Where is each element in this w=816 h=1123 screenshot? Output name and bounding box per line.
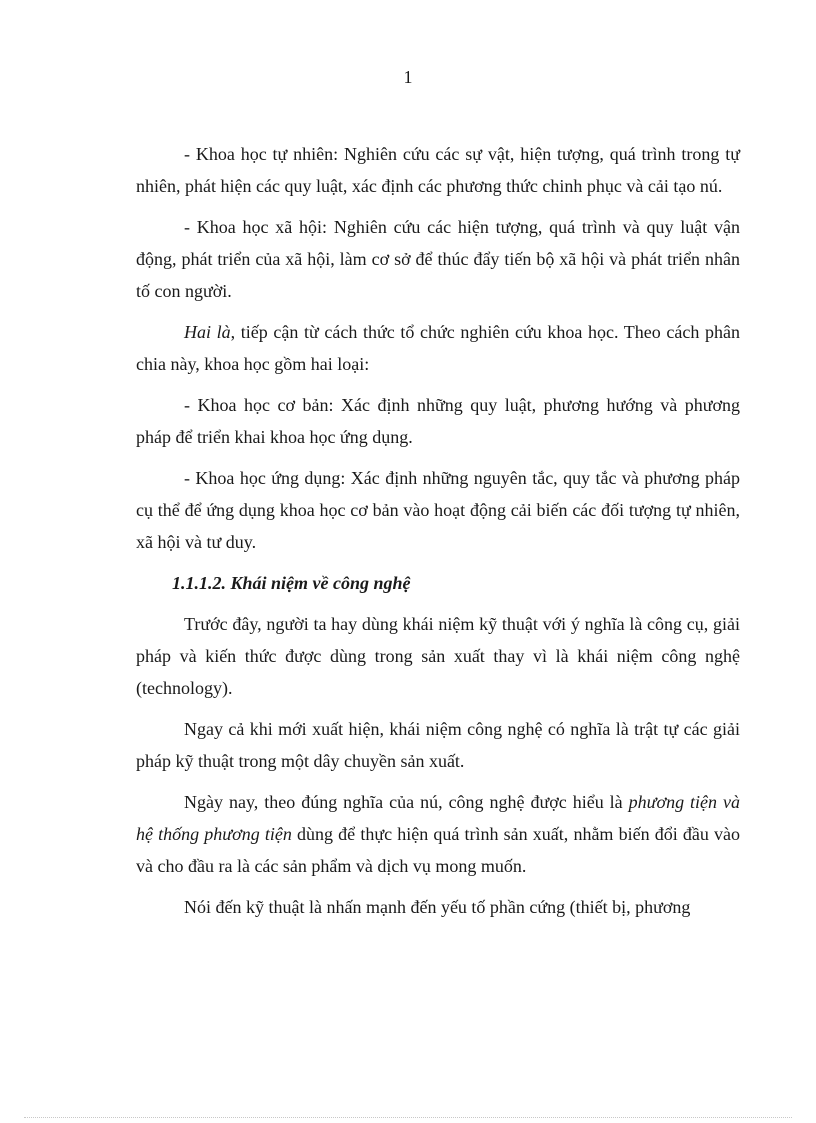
- paragraph-hardware: Nói đến kỹ thuật là nhấn mạnh đến yếu tố phần cứng (thiết bị, phương: [184, 897, 691, 917]
- document-body: [136, 138, 740, 932]
- page-bottom-divider: [24, 1117, 792, 1118]
- section-heading: 1.1.1.2. Khái niệm về công nghệ: [172, 573, 411, 593]
- paragraph-text: Ngày nay, theo đúng nghĩa của nú, công nghệ được hiểu là: [184, 792, 629, 812]
- paragraph-text: , tiếp cận từ cách thức tổ chức nghiên cứu khoa học. Theo cách phân chia này, khoa học gồm hai loại:: [136, 322, 740, 374]
- paragraph-technology-origin: Ngay cả khi mới xuất hiện, khái niệm công nghệ có nghĩa là trật tự các giải pháp kỹ thuật trong một dây chuyền sản xuất.: [136, 719, 740, 771]
- italic-term: phương tiện và hệ thống phương tiện: [136, 792, 741, 844]
- paragraph-technique-history: Trước đây, người ta hay dùng khái niệm kỹ thuật với ý nghĩa là công cụ, giải pháp và kiến thức được dùng trong sản xuất thay vì là khái niệm công nghệ (technology).: [136, 614, 740, 698]
- italic-lead: Hai là: [184, 322, 231, 342]
- paragraph-second-approach: [136, 316, 740, 380]
- paragraph-technology-today: [136, 786, 740, 882]
- page-number: 1: [403, 67, 413, 87]
- paragraph-basic-science: - Khoa học cơ bản: Xác định những quy luật, phương hướng và phương pháp để triển khai khoa học ứng dụng.: [136, 395, 740, 447]
- paragraph-social-sciences: - Khoa học xã hội: Nghiên cứu các hiện tượng, quá trình và quy luật vận động, phát triển của xã hội, làm cơ sở để thúc đẩy tiến bộ xã hội và phát triển nhân tố con người.: [136, 217, 740, 301]
- paragraph-natural-sciences: - Khoa học tự nhiên: Nghiên cứu các sự vật, hiện tượng, quá trình trong tự nhiên, phát hiện các quy luật, xác định các phương thức chinh phục và cải tạo nú.: [136, 144, 740, 196]
- paragraph-applied-science: - Khoa học ứng dụng: Xác định những nguyên tắc, quy tắc và phương pháp cụ thể để ứng dụng khoa học cơ bản vào hoạt động cải biến các đối tượng tự nhiên, xã hội và tư duy.: [136, 468, 740, 552]
- paragraph-text: dùng để thực hiện quá trình sản xuất, nhằm biến đổi đầu vào và cho đầu ra là các sản phẩm và dịch vụ mong muốn.: [136, 824, 741, 876]
